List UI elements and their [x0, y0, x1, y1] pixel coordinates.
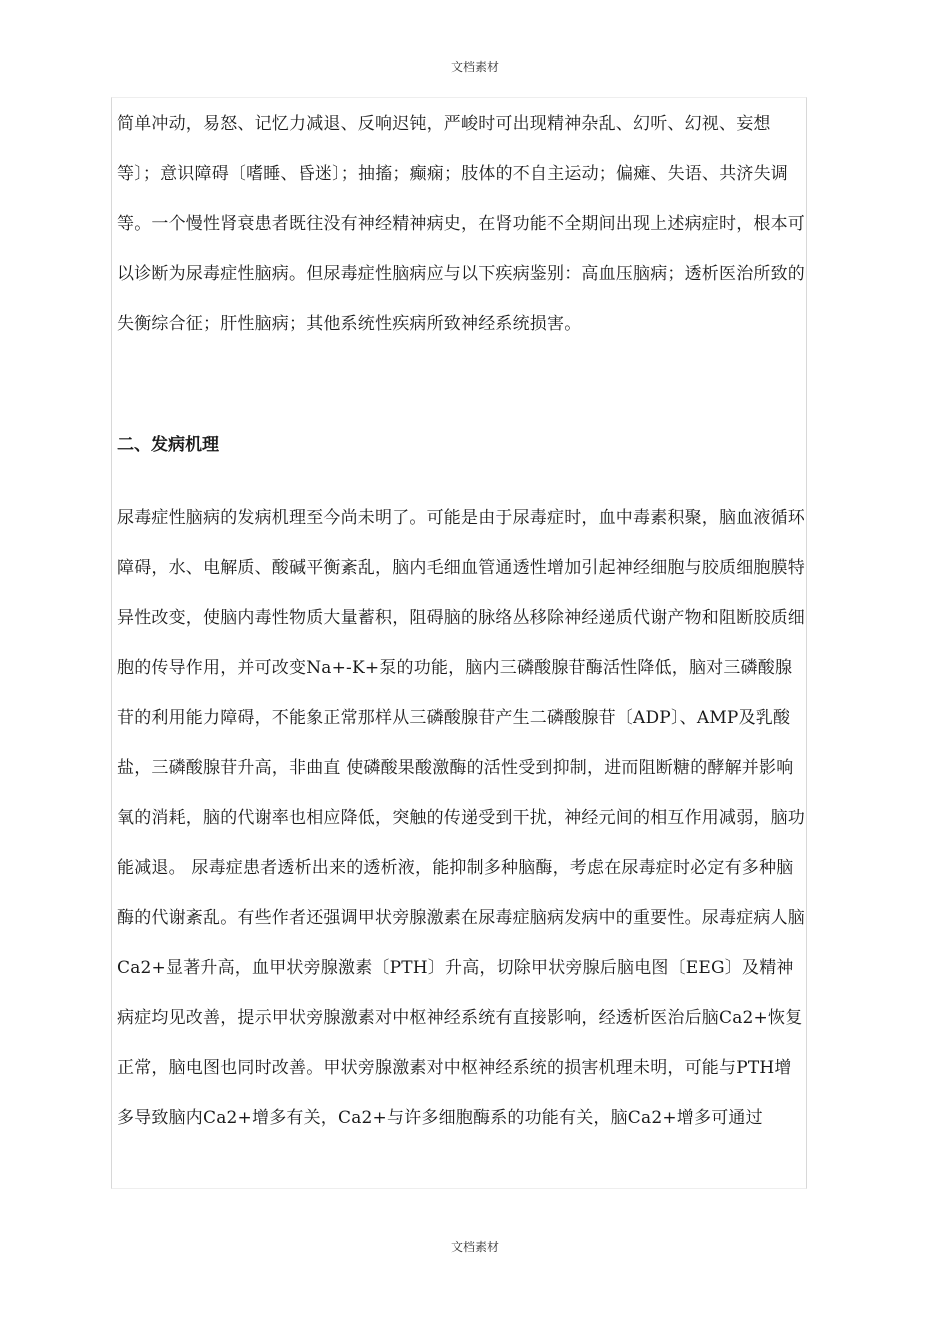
section-heading-pathogenesis: 二、发病机理: [117, 435, 219, 455]
page-header: 文档素材: [450, 60, 499, 74]
paragraph-symptoms: 简单冲动，易怒、记忆力减退、反响迟钝，严峻时可出现精神杂乱、幻听、幻视、妄想等〕；意识障碍〔嗜睡、昏迷〕；抽搐；癫痫；肢体的不自主运动；偏瘫、失语、共济失调等。一个慢性肾衰患者既往没有神经精神病史，在肾功能不全期间出现上述病症时，根本可以诊断为尿毒症性脑病。但尿毒症性脑病应与以下疾病鉴别：高血压脑病；透析医治所致的失衡综合征；肝性脑病；其他系统性疾病所致神经系统损害。: [117, 114, 805, 334]
paragraph-pathogenesis: 尿毒症性脑病的发病机理至今尚未明了。可能是由于尿毒症时，血中毒素积聚，脑血液循环障碍，水、电解质、酸碱平衡紊乱，脑内毛细血管通透性增加引起神经细胞与胶质细胞膜特异性改变，使脑内毒性物质大量蓄积，阻碍脑的脉络丛移除神经递质代谢产物和阻断胶质细胞的传导作用，并可改变Na+-K+泵的功能，脑内三磷酸腺苷酶活性降低，脑对三磷酸腺苷的利用能力障碍，不能象正常那样从三磷酸腺苷产生二磷酸腺苷〔ADP〕、AMP及乳酸盐，三磷酸腺苷升高，非曲直 使磷酸果酸激酶的活性受到抑制，进而阻断糖的酵解并影响氧的消耗，脑的代谢率也相应降低，突触的传递受到干扰，神经元间的相互作用减弱，脑功能减退。 尿毒症患者透析出来的透析液，能抑制多种脑酶，考虑在尿毒症时必定有多种脑酶的代谢紊乱。有些作者还强调甲状旁腺激素在尿毒症脑病发病中的重要性。尿毒症病人脑Ca2+显著升高，血甲状旁腺激素〔PTH〕升高，切除甲状旁腺后脑电图〔EEG〕及精神病症均见改善，提示甲状旁腺激素对中枢神经系统有直接影响，经透析医治后脑Ca2+恢复正常，脑电图也同时改善。甲状旁腺激素对中枢神经系统的损害机理未明，可能与PTH增多导致脑内Ca2+增多有关，Ca2+与许多细胞酶系的功能有关，脑Ca2+增多可通过: [117, 508, 805, 1128]
page-footer: 文档素材: [450, 1240, 499, 1254]
document-body: [111, 97, 807, 1189]
